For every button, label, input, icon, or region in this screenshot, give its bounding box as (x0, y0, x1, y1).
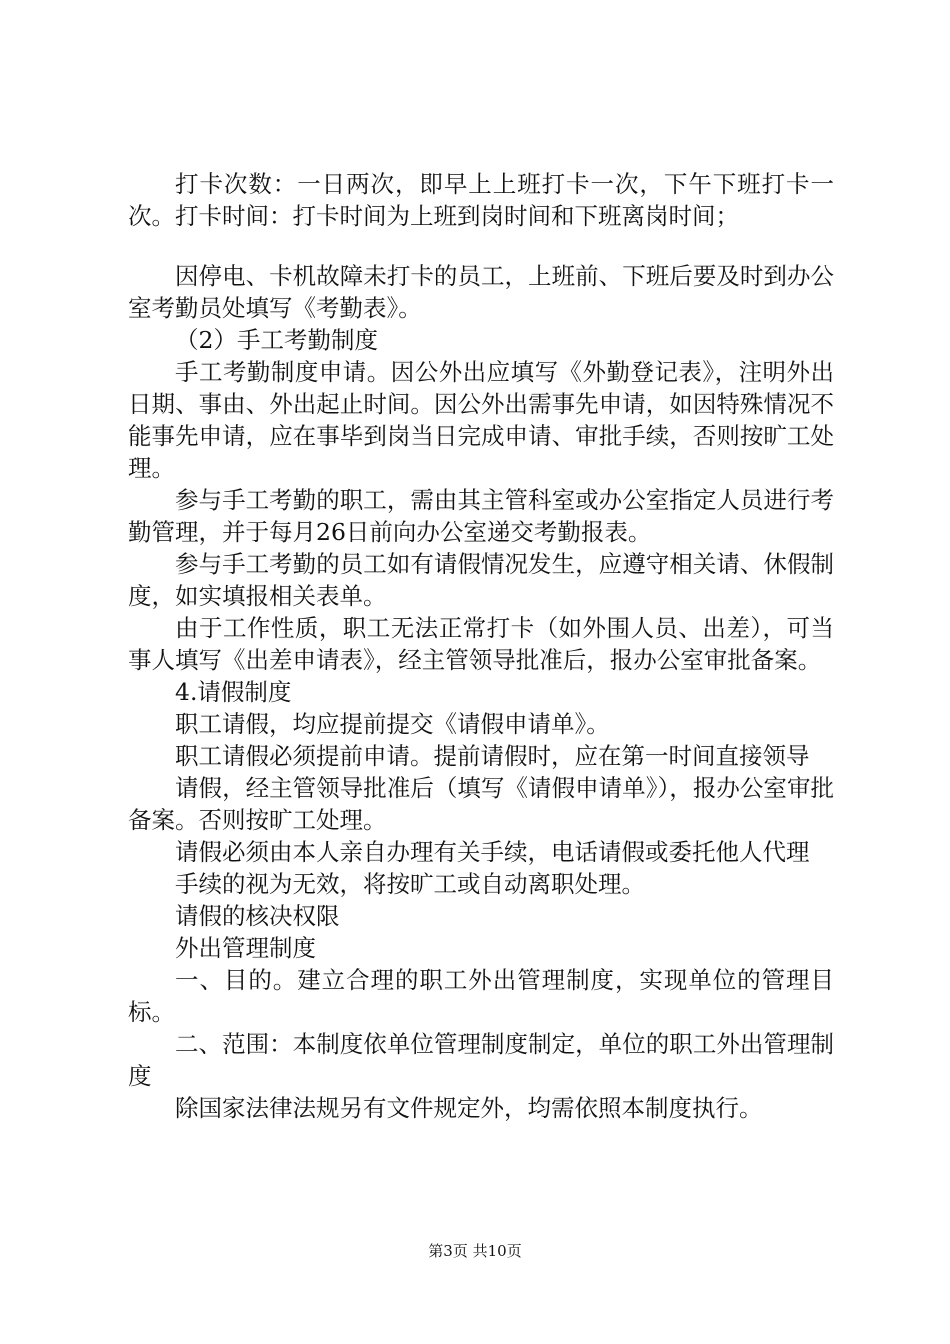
paragraph-leave-authority: 请假的核决权限 (175, 902, 340, 930)
paragraph-leave-invalid: 手续的视为无效，将按旷工或自动离职处理。 (175, 870, 645, 898)
paragraph-manual-staff: 参与手工考勤的职工，需由其主管科室或办公室指定人员进行考勤管理，并于每月26日前向办公室递交考勤报表。 (128, 486, 834, 546)
paragraph-manual-application: 手工考勤制度申请。因公外出应填写《外勤登记表》，注明外出日期、事由、外出起止时间。因公外出需事先申请，如因特殊情况不能事先申请，应在事毕到岗当日完成申请、审批手续，否则按旷工处理。 (128, 358, 834, 482)
paragraph-leave-advance: 职工请假必须提前申请。提前请假时，应在第一时间直接领导 (175, 742, 810, 770)
paragraph-punch-count: 打卡次数：一日两次，即早上上班打卡一次，下午下班打卡一次。打卡时间：打卡时间为上班到岗时间和下班离岗时间； (128, 170, 834, 230)
paragraph-power-failure: 因停电、卡机故障未打卡的员工，上班前、下班后要及时到办公室考勤员处填写《考勤表》。 (128, 262, 834, 322)
paragraph-purpose: 一、目的。建立合理的职工外出管理制度，实现单位的管理目标。 (128, 966, 834, 1026)
page-number-footer: 第3页 共10页 (428, 1242, 522, 1260)
section-heading-leave-system: 4.请假制度 (175, 678, 292, 706)
section-heading-manual-attendance: （2）手工考勤制度 (175, 326, 378, 354)
paragraph-leave-approval: 请假，经主管领导批准后（填写《请假申请单》），报办公室审批备案。否则按旷工处理。 (128, 774, 834, 834)
paragraph-manual-leave: 参与手工考勤的员工如有请假情况发生，应遵守相关请、休假制度，如实填报相关表单。 (128, 550, 834, 610)
document-body (128, 168, 834, 1124)
paragraph-leave-personal: 请假必须由本人亲自办理有关手续，电话请假或委托他人代理 (175, 838, 810, 866)
paragraph-leave-form: 职工请假，均应提前提交《请假申请单》。 (175, 710, 610, 738)
paragraph-gap (128, 232, 834, 260)
paragraph-exception: 除国家法律法规另有文件规定外，均需依照本制度执行。 (175, 1094, 763, 1122)
paragraph-scope: 二、范围：本制度依单位管理制度制定，单位的职工外出管理制度 (128, 1030, 834, 1090)
paragraph-business-trip: 由于工作性质，职工无法正常打卡（如外围人员、出差），可当事人填写《出差申请表》，经主管领导批准后，报办公室审批备案。 (128, 614, 834, 674)
section-heading-outing-management: 外出管理制度 (175, 934, 316, 962)
